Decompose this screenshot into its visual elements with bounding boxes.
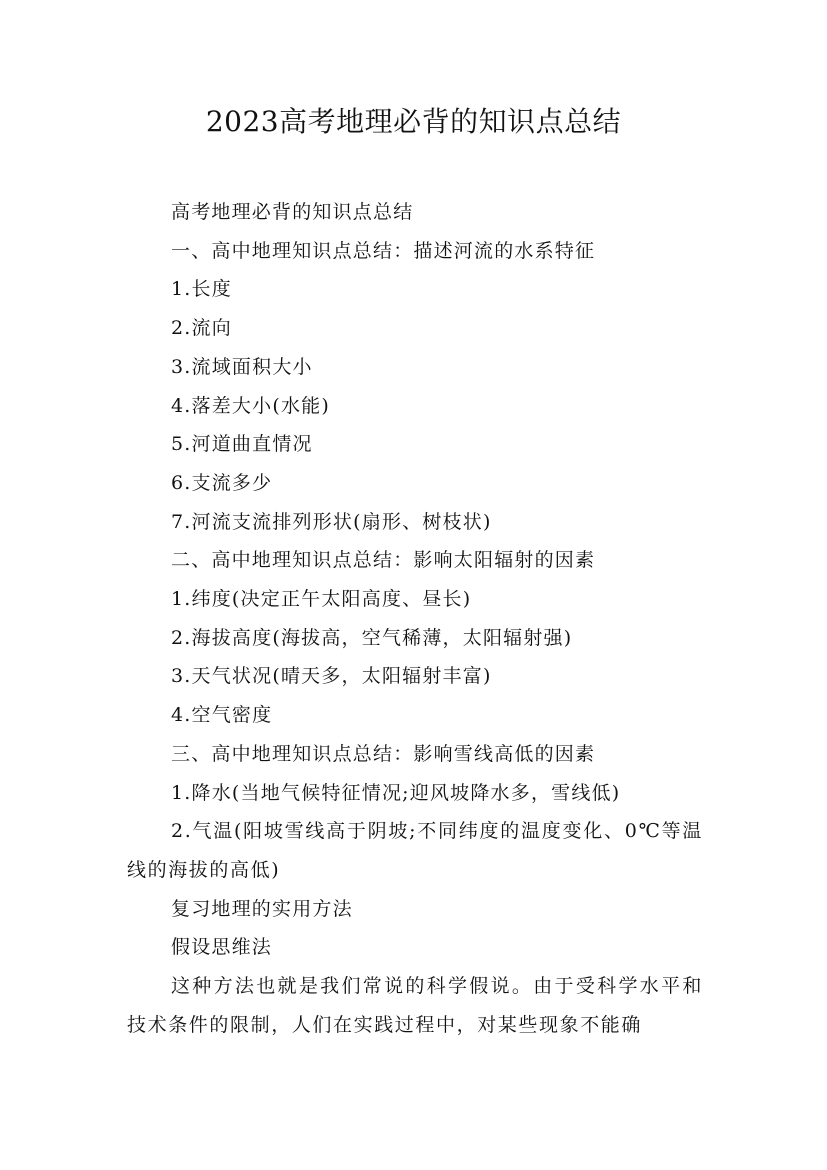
list-item: 2.气温(阳坡雪线高于阴坡;不同纬度的温度变化、0℃等温线的海拔的高低) xyxy=(127,820,703,881)
list-item: 7.河流支流排列形状(扇形、树枝状) xyxy=(171,510,492,533)
list-item: 1.降水(当地气候特征情况;迎风坡降水多，雪线低) xyxy=(171,781,621,804)
paragraph-subtitle: 高考地理必背的知识点总结 xyxy=(171,201,414,223)
list-item: 6.支流多少 xyxy=(171,471,273,494)
section-heading-snowline: 三、高中地理知识点总结：影响雪线高低的因素 xyxy=(171,742,596,765)
document-body xyxy=(127,193,703,1044)
list-item: 2.流向 xyxy=(171,317,232,340)
section-heading-solar: 二、高中地理知识点总结：影响太阳辐射的因素 xyxy=(171,549,596,572)
list-item: 2.海拔高度(海拔高，空气稀薄，太阳辐射强) xyxy=(171,626,573,649)
list-item: 3.流域面积大小 xyxy=(171,355,313,378)
list-item: 4.落差大小(水能) xyxy=(171,394,330,417)
list-item: 4.空气密度 xyxy=(171,704,273,727)
document-title: 2023高考地理必背的知识点总结 xyxy=(205,105,622,138)
list-item: 1.长度 xyxy=(171,278,232,301)
section-heading-river: 一、高中地理知识点总结：描述河流的水系特征 xyxy=(171,239,596,262)
section-heading-methods: 复习地理的实用方法 xyxy=(171,897,353,920)
list-item: 3.天气状况(晴天多，太阳辐射丰富) xyxy=(171,665,492,688)
subheading-hypothesis: 假设思维法 xyxy=(171,936,273,959)
body-paragraph: 这种方法也就是我们常说的科学假说。由于受科学水平和技术条件的限制，人们在实践过程中，对某些现象不能确 xyxy=(127,975,703,1036)
list-item: 1.纬度(决定正午太阳高度、昼长) xyxy=(171,588,472,611)
list-item: 5.河道曲直情况 xyxy=(171,433,313,456)
